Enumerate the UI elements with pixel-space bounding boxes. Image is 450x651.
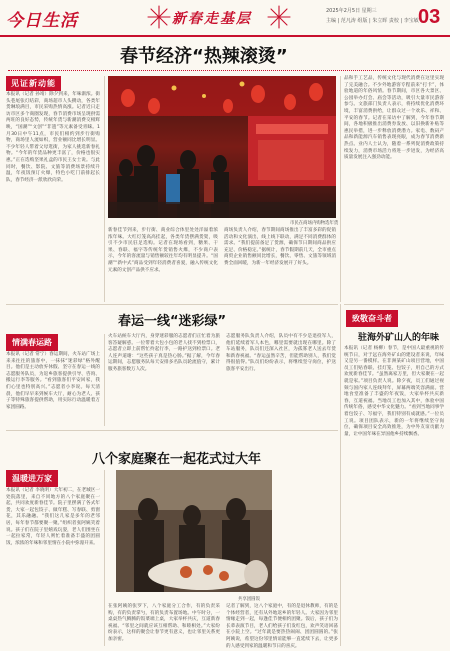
- photo-caption: 共享团圆饭: [238, 597, 260, 602]
- article-body-col1: 新春佳节到来，步行街、商业综合体里处处洋溢着浓浓年味。大红灯笼高高挂起，各类年货摆满货架，吸引不少市民驻足选购。记者在现场看到，糖果、干果、春联、福字等传统年货销售火爆，不少商户表示，今年的客流量与销售额较往年均有明显提升。“国潮”“新中式”商品受到年轻消费者喜爱，融入传统文化元素的文创产品供不应求。: [108, 228, 218, 273]
- article-headline: 驻海外矿山人的年味: [358, 333, 440, 343]
- masthead-rule: [0, 35, 450, 37]
- article-body-col1: 在张阿姨的张罗下，八个家庭分工合作，有的负责采购，有的负责掌勺，有的负责布置场地。中午时分，一桌桌热气腾腾的饭菜端上桌，大家举杯共庆，互道新春祝福。“邻里之间就应该互相帮助、和睦相处。”大家纷纷表示，这样的聚会让春节更有意义，也让邻里关系更加亲密。: [108, 604, 220, 642]
- section-name: 新春走基层: [172, 11, 252, 27]
- article-body-col2: 志愿服务队负责人介绍，队员中有不少是退役军人，他们延续着军人本色，哪里需要就出现在哪里。除了车站服务，队员们还深入社区，为孤寡老人送去年货和新春祝福。“春运虽然辛苦，但能帮助别人，我们觉得很值得。”队员们纷纷表示，将继续坚守岗位，护送旅客平安出行。: [226, 334, 336, 372]
- column-divider: [104, 76, 105, 302]
- masthead: [0, 0, 450, 36]
- column-divider: [104, 470, 105, 646]
- market-photo: [108, 76, 336, 218]
- photo-caption: 市民在商场内购物选年货: [290, 221, 339, 226]
- column-divider: [340, 76, 341, 302]
- main-headline: 春节经济“热辣滚烫”: [120, 46, 288, 67]
- column-tag: 情满春运路: [6, 334, 58, 351]
- column-divider: [340, 304, 341, 646]
- column-tag: 致敬奋斗者: [346, 310, 398, 327]
- article-body-col1: 火车站候车大厅内，身穿迷彩服的志愿者们正忙着为旅客答疑解惑。一位带着大包小包的老人找不到检票口，志愿者立即上前帮忙拎起行李，一路护送到检票口。老人连声道谢：“这些孩子真是热心肠。”据了解，今年春运期间，志愿服务队每天安排多名队员轮流值守，累计服务旅客数万人次。: [108, 334, 220, 372]
- headline-divider: [8, 70, 442, 71]
- third-headline: 八个家庭聚在一起花式过大年: [92, 452, 262, 467]
- section-divider: [6, 304, 338, 305]
- firework-icon: [266, 4, 292, 30]
- column-tag: 温暖进万家: [6, 470, 58, 487]
- column-divider: [104, 334, 105, 426]
- issue-date: 2025年2月5日 星期三: [326, 8, 377, 14]
- article-body: 本报讯（记者 孙靖）除夕到来，年味渐浓。街头巷尾张灯结彩，商场超市人头攒动，各类年货琳琅满目，市民采购热情高涨。记者近日走访市区多个商圈发现，春节消费市场呈现供需两旺的良好态势，传统年货与新潮消费交相辉映，“国潮”“文创”“非遗”等元素备受青睐。1月30日中午11点，市民们相约到步行街购物，商场里人流如织，营业额同比增长明显。不少年轻人带着父母逛街，为家人挑选新春礼物。“今年的年货品种更丰富了，价格也很实惠。”正在选购坚果礼盒的市民王女士说。与此同时，餐饮、影院、文旅等消费场景持续升温，年夜饭预订火爆，特色小吃门前排起长队，春节经济一派欣欣向荣。: [6, 92, 100, 183]
- section-divider: [344, 304, 444, 305]
- section-divider: [6, 430, 338, 431]
- family-dinner-photo: [116, 470, 272, 592]
- article-body-right: 品和手工艺品，传统文化与现代消费在这里实现了完美融合。不少外地游客专程前来“打卡”，体验地道的年俗风情。春节期间，市区各大景区、公园举办灯会、庙会等活动，吸引大量市民游客参与。文旅部门负责人表示，将持续优化消费环境，丰富消费供给，让群众过一个欢乐、祥和、平安的春节。记者在采访中了解到，今年春节期间，各地积极推出消费券发放、以旧换新补贴等惠民举措，进一步释放消费潜力。家电、数码产品和新能源汽车销售表现亮眼，成为春节消费新热点。业内人士认为，随着一系列促消费政策持续发力，消费市场活力将进一步迸发，为经济高质量发展注入强劲动能。: [344, 76, 444, 161]
- editor-credits: 主编 | 范凡涛 组版 | 朱立晖 责校 | 李宝敏: [326, 18, 419, 24]
- article-body: 本报讯（记者 杨柳）春节，是中国人最重视的传统节日，对于远在海外矿山的建设者来说，年味又是另一番模样。在非洲某矿山项目营地，中国员工们贴春联、挂灯笼、包饺子，用自己的方式欢度新春佳节。“虽然离家万里，但大家聚在一起就是家。”项目负责人说。除夕夜，员工们通过视频与国内家人连线拜年，屏幕两端笑容满面。营地食堂准备了丰盛的年夜饭，大家举杯共庆新春，互道祝福。当地员工也加入其中，体验中国传统年俗，感受中华文化魅力。“看到当地同事学着包饺子、写福字，我们特别有成就感。”一位员工说。项目团队表示，新的一年将继续坚守岗位，确保项目安全高效推进，为中外友谊贡献力量，让中国年味在异国他乡持续飘香。: [344, 346, 444, 437]
- newspaper-logo: 今日生活: [6, 11, 78, 31]
- article-body: 本报讯（记者 李晓明）大年初二，在老城区一处院落里，来自不同地方的八个家庭聚在一起，共同欢度新春佳节。院子里摆满了各式年货，大家一起包饺子、做年糕、写春联、剪窗花，其乐融融。“我们这几家是多年的老邻居，每年春节都要聚一聚。”组织者张阿姨笑着说。孩子们在院子里嬉戏玩耍，老人们围坐在一起拉家常，年轻人则忙着准备丰盛的团圆饭，浓浓的年味和邻里情在小院中弥漫开来。: [6, 488, 100, 546]
- second-headline: 春运一线“迷彩绿”: [118, 314, 227, 329]
- article-body: 本报讯（记者 常宁）春运期间，火车站广场上来来往往的旅客中，一抹抹“迷彩绿”格外醒目。他们是主动放弃休假、坚守在春运一线的志愿服务队员，为返乡旅客提供引导、咨询、搬运行李等服务。“看到旅客们平安回家，我们心里也特别高兴。”志愿者小李说。每天清晨，他们早早来到候车大厅，耐心为老人、孩子等特殊旅客提供帮助，用实际行动温暖着万家团圆路。: [6, 352, 100, 410]
- article-body-col2: 商场负责人介绍，春节期间商场推出了丰富多彩的促销活动和文化演出，线上线下联动，满足不同消费群体的需求。“我们提前备足了货源，确保节日期间商品供应充足、价格稳定。”据统计，春节假期前几天，全市重点商贸企业销售额同比增长，餐饮、零售、文旅等领域消费全面回暖，为新一年经济发展开了好头。: [224, 228, 336, 266]
- firework-icon: [146, 4, 172, 30]
- page-number: 03: [418, 6, 441, 28]
- column-tag: 见证新动能: [6, 76, 61, 91]
- article-body-col2: 记者了解到，这八个家庭中，有的是退休教师，有的是个体经营者，还有从外地返乡的年轻人。大家因为邻里情缘走到一起，每逢佳节便相约团聚。饭后，孩子们为长辈表演节目，老人们给孩子们发红包，欢声笑语回荡在小院上空。“过年就是要热热闹闹、团团圆圆的。”张阿姨说，希望这份邻里情谊能够一直延续下去，让更多的人感受到家的温暖和节日的喜庆。: [226, 604, 338, 649]
